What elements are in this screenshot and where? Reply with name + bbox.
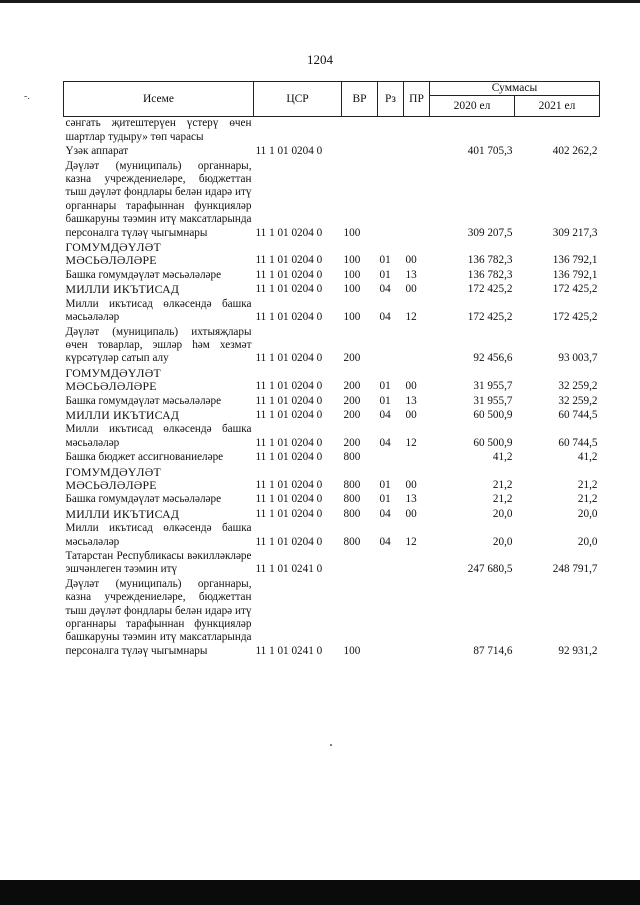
scan-bottom-edge <box>0 880 640 905</box>
row-name: МИЛЛИ ИКЪТИСАД <box>65 282 180 297</box>
table-row <box>64 493 600 507</box>
row-csr: 11 1 01 0241 0 <box>255 644 323 657</box>
row-amount-2020: 136 782,3 <box>467 254 513 267</box>
row-amount-2020 <box>430 117 515 145</box>
row-amount-2020: 401 705,3 <box>467 145 513 158</box>
row-pr <box>404 326 430 367</box>
row-rz <box>378 145 404 159</box>
row-amount-2020: 21,2 <box>492 493 513 506</box>
row-amount-2021: 309 217,3 <box>552 226 598 239</box>
table-row <box>64 117 600 145</box>
table-row <box>64 409 600 423</box>
row-pr: 12 <box>405 535 417 548</box>
row-amount-2021: 21,2 <box>577 478 598 491</box>
row-amount-2020: 172 425,2 <box>467 283 513 296</box>
scan-artifact-dot <box>330 744 332 746</box>
table-row <box>64 269 600 283</box>
row-pr: 00 <box>405 283 417 296</box>
table-body <box>64 117 600 659</box>
row-csr: 11 1 01 0204 0 <box>255 493 323 506</box>
header-csr: ЦСР <box>254 82 342 117</box>
row-rz <box>378 550 404 578</box>
row-amount-2021: 248 791,7 <box>552 563 598 576</box>
row-amount-2021: 60 744,5 <box>558 436 598 449</box>
row-pr: 12 <box>405 436 417 449</box>
row-vr: 200 <box>343 352 361 365</box>
row-vr: 800 <box>343 507 361 520</box>
row-vr: 200 <box>343 408 361 421</box>
row-amount-2020: 247 680,5 <box>467 563 513 576</box>
row-vr <box>342 117 378 145</box>
table-row <box>64 508 600 522</box>
row-vr: 800 <box>343 493 361 506</box>
row-amount-2021: 32 259,2 <box>558 394 598 407</box>
header-vr: ВР <box>342 82 378 117</box>
row-name: Үзәк аппарат <box>65 145 129 158</box>
table-row <box>64 160 600 241</box>
row-csr: 11 1 01 0204 0 <box>255 478 323 491</box>
row-amount-2021: 93 003,7 <box>558 352 598 365</box>
row-rz: 01 <box>379 394 391 407</box>
row-csr: 11 1 01 0204 0 <box>255 394 323 407</box>
row-csr: 11 1 01 0204 0 <box>255 380 323 393</box>
row-rz: 01 <box>379 254 391 267</box>
row-name: Милли икътисад өлкәсендә башка мәсьәләләр <box>65 297 252 324</box>
table-row <box>64 522 600 550</box>
table-row <box>64 423 600 451</box>
row-vr: 800 <box>343 478 361 491</box>
header-sums: Суммасы <box>430 82 600 96</box>
row-rz: 01 <box>379 380 391 393</box>
row-rz: 04 <box>379 436 391 449</box>
row-rz <box>378 451 404 465</box>
row-csr: 11 1 01 0241 0 <box>255 563 323 576</box>
row-name: ГОМУМДӘҮЛӘТ МӘСЬӘЛӘЛӘРЕ <box>65 464 161 492</box>
row-pr: 13 <box>405 394 417 407</box>
row-vr: 100 <box>343 283 361 296</box>
row-rz: 04 <box>379 311 391 324</box>
row-pr <box>404 117 430 145</box>
row-pr <box>404 451 430 465</box>
table-row <box>64 550 600 578</box>
row-amount-2020: 41,2 <box>492 451 513 464</box>
row-amount-2021: 32 259,2 <box>558 380 598 393</box>
row-vr: 200 <box>343 436 361 449</box>
row-amount-2021: 20,0 <box>577 507 598 520</box>
row-vr: 100 <box>343 268 361 281</box>
budget-table <box>63 81 600 659</box>
row-rz: 04 <box>379 507 391 520</box>
row-pr: 00 <box>405 507 417 520</box>
row-amount-2021: 136 792,1 <box>552 254 598 267</box>
row-csr: 11 1 01 0204 0 <box>255 283 323 296</box>
header-pr: ПР <box>404 82 430 117</box>
row-name: Милли икътисад өлкәсендә башка мәсьәләләр <box>65 522 252 548</box>
row-csr: 11 1 01 0204 0 <box>255 145 323 158</box>
row-name: Башка бюджет ассигнованиеләре <box>65 451 224 464</box>
header-year-2021: 2021 ел <box>515 96 600 117</box>
scan-artifact-mark: -. <box>24 91 30 102</box>
row-csr: 11 1 01 0204 0 <box>255 311 323 324</box>
row-vr <box>342 550 378 578</box>
row-vr: 800 <box>343 535 361 548</box>
row-csr: 11 1 01 0204 0 <box>255 226 323 239</box>
row-amount-2021: 172 425,2 <box>552 311 598 324</box>
row-amount-2020: 172 425,2 <box>467 311 513 324</box>
row-rz <box>378 160 404 241</box>
row-vr: 800 <box>343 451 361 464</box>
row-pr: 00 <box>405 408 417 421</box>
table-row <box>64 326 600 367</box>
table-header <box>64 82 600 117</box>
row-amount-2021: 20,0 <box>577 535 598 548</box>
row-name: ГОМУМДӘҮЛӘТ МӘСЬӘЛӘЛӘРЕ <box>65 365 161 394</box>
table-row <box>64 451 600 465</box>
row-name: МИЛЛИ ИКЪТИСАД <box>65 407 180 422</box>
table-row <box>64 145 600 159</box>
row-name: Милли икътисад өлкәсендә башка мәсьәләләр <box>65 423 252 449</box>
row-rz: 04 <box>379 535 391 548</box>
row-name: Татарстан Республикасы вәкилләкләре эшчәнлеген тәэмин итү <box>65 550 252 576</box>
row-amount-2021: 402 262,2 <box>552 145 598 158</box>
row-amount-2021: 172 425,2 <box>552 283 598 296</box>
row-name: Башка гомумдәүләт мәсьәләләре <box>65 394 222 407</box>
row-pr: 00 <box>405 380 417 393</box>
row-vr <box>342 145 378 159</box>
row-rz: 01 <box>379 493 391 506</box>
row-csr: 11 1 01 0204 0 <box>255 507 323 520</box>
row-amount-2020: 92 456,6 <box>473 352 513 365</box>
row-amount-2021: 21,2 <box>577 493 598 506</box>
table-row <box>64 466 600 494</box>
scan-top-edge <box>0 0 640 3</box>
row-amount-2020: 60 500,9 <box>473 408 513 421</box>
row-name: ГОМУМДӘҮЛӘТ МӘСЬӘЛӘЛӘРЕ <box>65 240 161 268</box>
row-rz: 04 <box>379 408 391 421</box>
table-row <box>64 283 600 297</box>
header-year-2020: 2020 ел <box>430 96 515 117</box>
row-name: Башка гомумдәүләт мәсьәләләре <box>65 268 222 281</box>
row-csr: 11 1 01 0204 0 <box>255 436 323 449</box>
row-vr: 200 <box>343 394 361 407</box>
row-pr <box>404 160 430 241</box>
row-rz <box>378 117 404 145</box>
row-amount-2020: 21,2 <box>492 478 513 491</box>
row-rz <box>378 326 404 367</box>
table-row <box>64 578 600 659</box>
row-amount-2021: 60 744,5 <box>558 408 598 421</box>
row-name: Башка гомумдәүләт мәсьәләләре <box>65 493 222 506</box>
table-row <box>64 241 600 269</box>
row-rz: 01 <box>379 268 391 281</box>
row-amount-2020: 31 955,7 <box>473 380 513 393</box>
row-name: Дәүләт (муниципаль) органнары, казна учреждениеләре, бюджеттан тыш дәүләт фондлары белән идарә итү органнары тарафыннан функцияләр башкаруны тәэмин итү максатларында персоналга түләү чыгымнары <box>65 159 252 239</box>
table-row <box>64 298 600 326</box>
page-number: 1204 <box>307 52 333 67</box>
row-name: МИЛЛИ ИКЪТИСАД <box>65 506 180 521</box>
row-vr: 100 <box>343 644 361 657</box>
row-csr <box>254 117 342 145</box>
row-amount-2020: 87 714,6 <box>473 644 513 657</box>
row-rz: 04 <box>379 283 391 296</box>
row-pr: 13 <box>405 493 417 506</box>
header-rz: Рз <box>378 82 404 117</box>
row-pr: 00 <box>405 254 417 267</box>
row-amount-2020: 309 207,5 <box>467 226 513 239</box>
row-amount-2021: 136 792,1 <box>552 268 598 281</box>
row-amount-2020: 31 955,7 <box>473 394 513 407</box>
header-name: Исеме <box>64 82 254 117</box>
row-rz <box>378 578 404 659</box>
table-row <box>64 367 600 395</box>
row-csr: 11 1 01 0204 0 <box>255 535 323 548</box>
row-csr: 11 1 01 0204 0 <box>255 451 323 464</box>
row-amount-2020: 20,0 <box>492 535 513 548</box>
row-vr: 200 <box>343 380 361 393</box>
row-amount-2020: 136 782,3 <box>467 268 513 281</box>
row-pr: 00 <box>405 478 417 491</box>
row-name: сәнгать җитештерүен үстерү өчен шартлар тудыру» төп чарасы <box>65 117 252 143</box>
row-vr: 100 <box>343 226 361 239</box>
row-csr: 11 1 01 0204 0 <box>255 352 323 365</box>
row-csr: 11 1 01 0204 0 <box>255 254 323 267</box>
row-amount-2020: 60 500,9 <box>473 436 513 449</box>
row-vr: 100 <box>343 311 361 324</box>
row-csr: 11 1 01 0204 0 <box>255 408 323 421</box>
row-pr: 12 <box>405 311 417 324</box>
row-pr <box>404 145 430 159</box>
row-name: Дәүләт (муниципаль) ихтыяҗлары өчен товарлар, эшләр һәм хезмәт күрсәтүләр сатып алу <box>65 325 252 365</box>
row-csr: 11 1 01 0204 0 <box>255 268 323 281</box>
row-pr <box>404 550 430 578</box>
row-amount-2021 <box>515 117 600 145</box>
row-amount-2020: 20,0 <box>492 507 513 520</box>
row-pr: 13 <box>405 268 417 281</box>
row-rz: 01 <box>379 478 391 491</box>
table-row <box>64 395 600 409</box>
row-name: Дәүләт (муниципаль) органнары, казна учреждениеләре, бюджеттан тыш дәүләт фондлары белән идарә итү органнары тарафыннан функцияләр башкаруны тәэмин итү максатларында персоналга түләү чыгымнары <box>65 577 252 657</box>
row-vr: 100 <box>343 254 361 267</box>
row-amount-2021: 41,2 <box>577 451 598 464</box>
row-amount-2021: 92 931,2 <box>558 644 598 657</box>
row-pr <box>404 578 430 659</box>
